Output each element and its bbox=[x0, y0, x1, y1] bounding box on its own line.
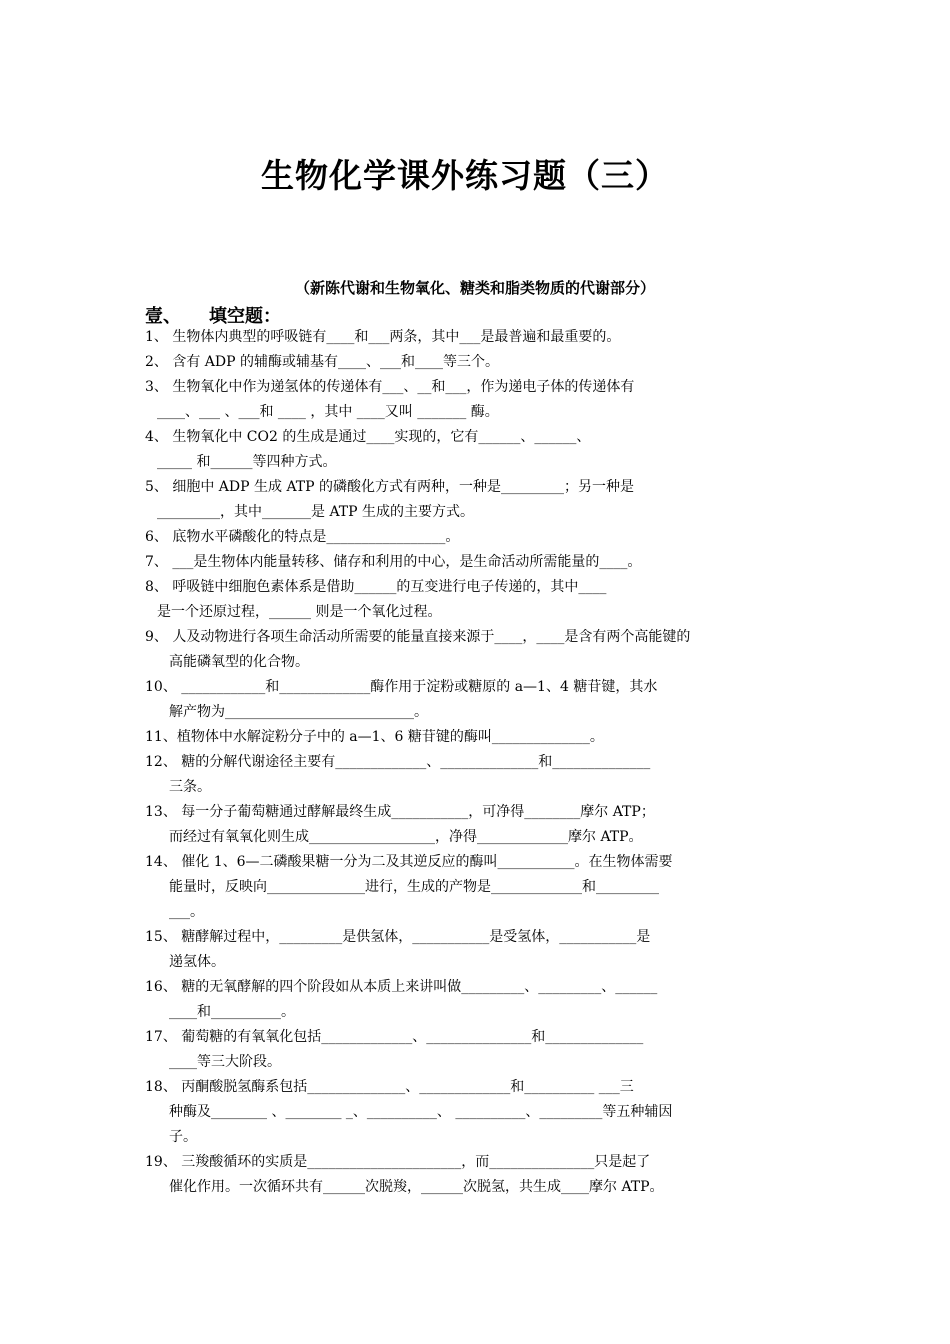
question-continuation: 而经过有氧氧化则生成__________________，净得_____________摩尔 ATP。 bbox=[169, 829, 643, 845]
question-item bbox=[145, 425, 807, 475]
question-continuation: 催化作用。一次循环共有______次脱羧，______次脱氢，共生成____摩尔 ATP。 bbox=[169, 1179, 664, 1195]
question-item bbox=[145, 625, 807, 675]
question-continuation: 解产物为___________________________。 bbox=[169, 704, 428, 720]
question-continuation: 种酶及________ 、________ _、__________、 __________、_________等五种辅因 bbox=[169, 1104, 673, 1120]
question-continuation: 能量时，反映向______________进行，生成的产物是_____________和_________ bbox=[169, 879, 659, 895]
page-title: 生物化学课外练习题（三） bbox=[261, 156, 669, 195]
question-continuation: _____ 和______等四种方式。 bbox=[157, 454, 337, 470]
question-continuation: ____和__________。 bbox=[169, 1004, 295, 1020]
question-text: 18、 丙酮酸脱氢酶系包括______________、_____________和__________ ___三 bbox=[145, 1079, 634, 1095]
section-number: 壹、 bbox=[145, 306, 181, 327]
page-subtitle: （新陈代谢和生物氧化、糖类和脂类物质的代谢部分） bbox=[294, 279, 655, 297]
question-continuation: ____等三大阶段。 bbox=[169, 1054, 281, 1070]
question-text: 4、 生物氧化中 CO2 的生成是通过____实现的，它有______、______、 bbox=[145, 429, 591, 445]
question-item bbox=[145, 850, 807, 925]
question-text: 16、 糖的无氧酵解的四个阶段如从本质上来讲叫做_________、_________、______ bbox=[145, 979, 658, 995]
question-text: 11、植物体中水解淀粉分子中的 a—1、6 糖苷键的酶叫______________。 bbox=[145, 729, 604, 745]
question-item bbox=[145, 375, 807, 425]
question-item bbox=[145, 325, 807, 350]
question-item bbox=[145, 350, 807, 375]
question-text: 10、 ____________和_____________酶作用于淀粉或糖原的 a—1、4 糖苷键，其水 bbox=[145, 679, 658, 695]
question-continuation: 递氢体。 bbox=[169, 954, 225, 970]
question-item bbox=[145, 925, 807, 975]
question-text: 12、 糖的分解代谢途径主要有_____________、______________和______________ bbox=[145, 754, 651, 770]
question-text: 13、 每一分子葡萄糖通过酵解最终生成___________，可净得________摩尔 ATP； bbox=[145, 804, 655, 820]
question-text: 8、 呼吸链中细胞色素体系是借助______的互变进行电子传递的，其中____ bbox=[145, 579, 607, 595]
question-item bbox=[145, 550, 807, 575]
question-text: 2、 含有 ADP 的辅酶或辅基有____、___和____等三个。 bbox=[145, 354, 500, 370]
question-item bbox=[145, 475, 807, 525]
question-item bbox=[145, 1025, 807, 1075]
question-item bbox=[145, 725, 807, 750]
question-item bbox=[145, 525, 807, 550]
question-text: 9、 人及动物进行各项生命活动所需要的能量直接来源于____，____是含有两个高能键的 bbox=[145, 629, 691, 645]
section-label: 填空题： bbox=[209, 306, 281, 327]
question-continuation: 是一个还原过程，______ 则是一个氧化过程。 bbox=[157, 604, 442, 620]
question-text: 5、 细胞中 ADP 生成 ATP 的磷酸化方式有两种，一种是_________；另一种是 bbox=[145, 479, 635, 495]
question-text: 1、 生物体内典型的呼吸链有____和___两条，其中___是最普遍和最重要的。 bbox=[145, 329, 621, 345]
question-text: 6、 底物水平磷酸化的特点是_________________。 bbox=[145, 529, 460, 545]
question-text: 3、 生物氧化中作为递氢体的传递体有___、__和___，作为递电子体的传递体有 bbox=[145, 379, 635, 395]
question-item bbox=[145, 675, 807, 725]
question-text: 17、 葡萄糖的有氧氧化包括_____________、_______________和______________ bbox=[145, 1029, 644, 1045]
question-continuation: 子。 bbox=[169, 1129, 197, 1145]
question-continuation: _________，其中_______是 ATP 生成的主要方式。 bbox=[157, 504, 475, 520]
question-text: 15、 糖酵解过程中，_________是供氢体，___________是受氢体，___________是 bbox=[145, 929, 651, 945]
question-item bbox=[145, 1075, 807, 1150]
question-item bbox=[145, 750, 807, 800]
question-item bbox=[145, 575, 807, 625]
question-item bbox=[145, 1150, 807, 1200]
question-item bbox=[145, 800, 807, 850]
question-item bbox=[145, 975, 807, 1025]
question-text: 14、 催化 1、6—二磷酸果糖一分为二及其逆反应的酶叫___________。在生物体需要 bbox=[145, 854, 673, 870]
question-text: 7、 ___是生物体内能量转移、储存和利用的中心，是生命活动所需能量的____。 bbox=[145, 554, 642, 570]
question-text: 19、 三羧酸循环的实质是______________________，而_______________只是起了 bbox=[145, 1154, 651, 1170]
question-continuation: ____、___ 、___和 ____ ，其中 ____又叫 _______ 酶。 bbox=[157, 404, 499, 420]
question-continuation: ___。 bbox=[169, 904, 204, 920]
question-continuation: 三条。 bbox=[169, 779, 211, 795]
question-continuation: 高能磷氧型的化合物。 bbox=[169, 654, 309, 670]
